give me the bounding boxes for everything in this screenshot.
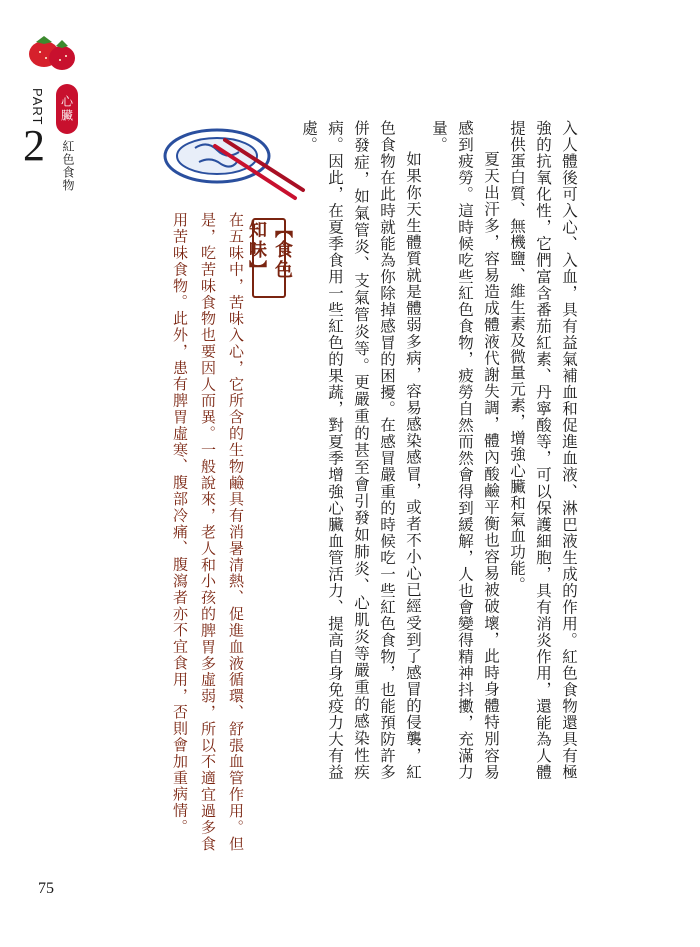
tip-box-title: 【食色知味】 [252,218,286,298]
strawberry-illustration [22,32,82,74]
tip-paragraph: 在五味中，苦味入心，它所含的生物鹼具有消暑清熱、促進血液循環、舒張血管作用。但是，吃苦味食物也要因人而異。一般說來，老人和小孩的脾胃多虛弱，所以不適宜過多食用苦味食物。此外，患有脾胃虛寒、腹部冷痛、腹瀉者亦不宜食用，否則會加重病情。 [171,212,245,852]
tip-box-text [138,212,250,852]
page-number: 75 [38,880,54,897]
paragraph-3: 如果你天生體質就是體弱多病，容易感染感冒，或者不小心已經受到了感冒的侵襲，紅色食物在此時就能為你除掉感冒的困擾。在感冒嚴重的時候吃一些紅色食物，也能預防許多併發症，如氣管炎、支氣管炎等。更嚴重的甚至會引發如肺炎、心肌炎等嚴重的感染性疾病。因此，在夏季食用一些紅色的果蔬，對夏季增強心臟血管活力、提高自身免疫力大有益處。 [300,120,422,780]
paragraph-1: 入人體後可入心、入血，具有益氣補血和促進血液、淋巴液生成的作用。紅色食物還具有極強的抗氧化性，它們富含番茄紅素、丹寧酸等，可以保護細胞，具有消炎作用，還能為人體提供蛋白質、無機鹽、維生素及微量元素，增強心臟和氣血功能。 [508,120,578,780]
organ-badge: 心臟 [56,84,78,134]
part-number: 2 [23,121,45,170]
dish-chopsticks-illustration [155,118,315,218]
part-label: PART [30,88,45,126]
part-header [22,82,82,202]
section-subtitle: 紅色食物 [61,140,75,192]
paragraph-2: 夏天出汗多，容易造成體液代謝失調，體內酸鹼平衡也容易被破壞，此時身體特別容易感到疲勞。這時候吃些紅色食物，疲勞自然而然會得到緩解，人也會變得精神抖擻，充滿力量。 [430,120,500,780]
